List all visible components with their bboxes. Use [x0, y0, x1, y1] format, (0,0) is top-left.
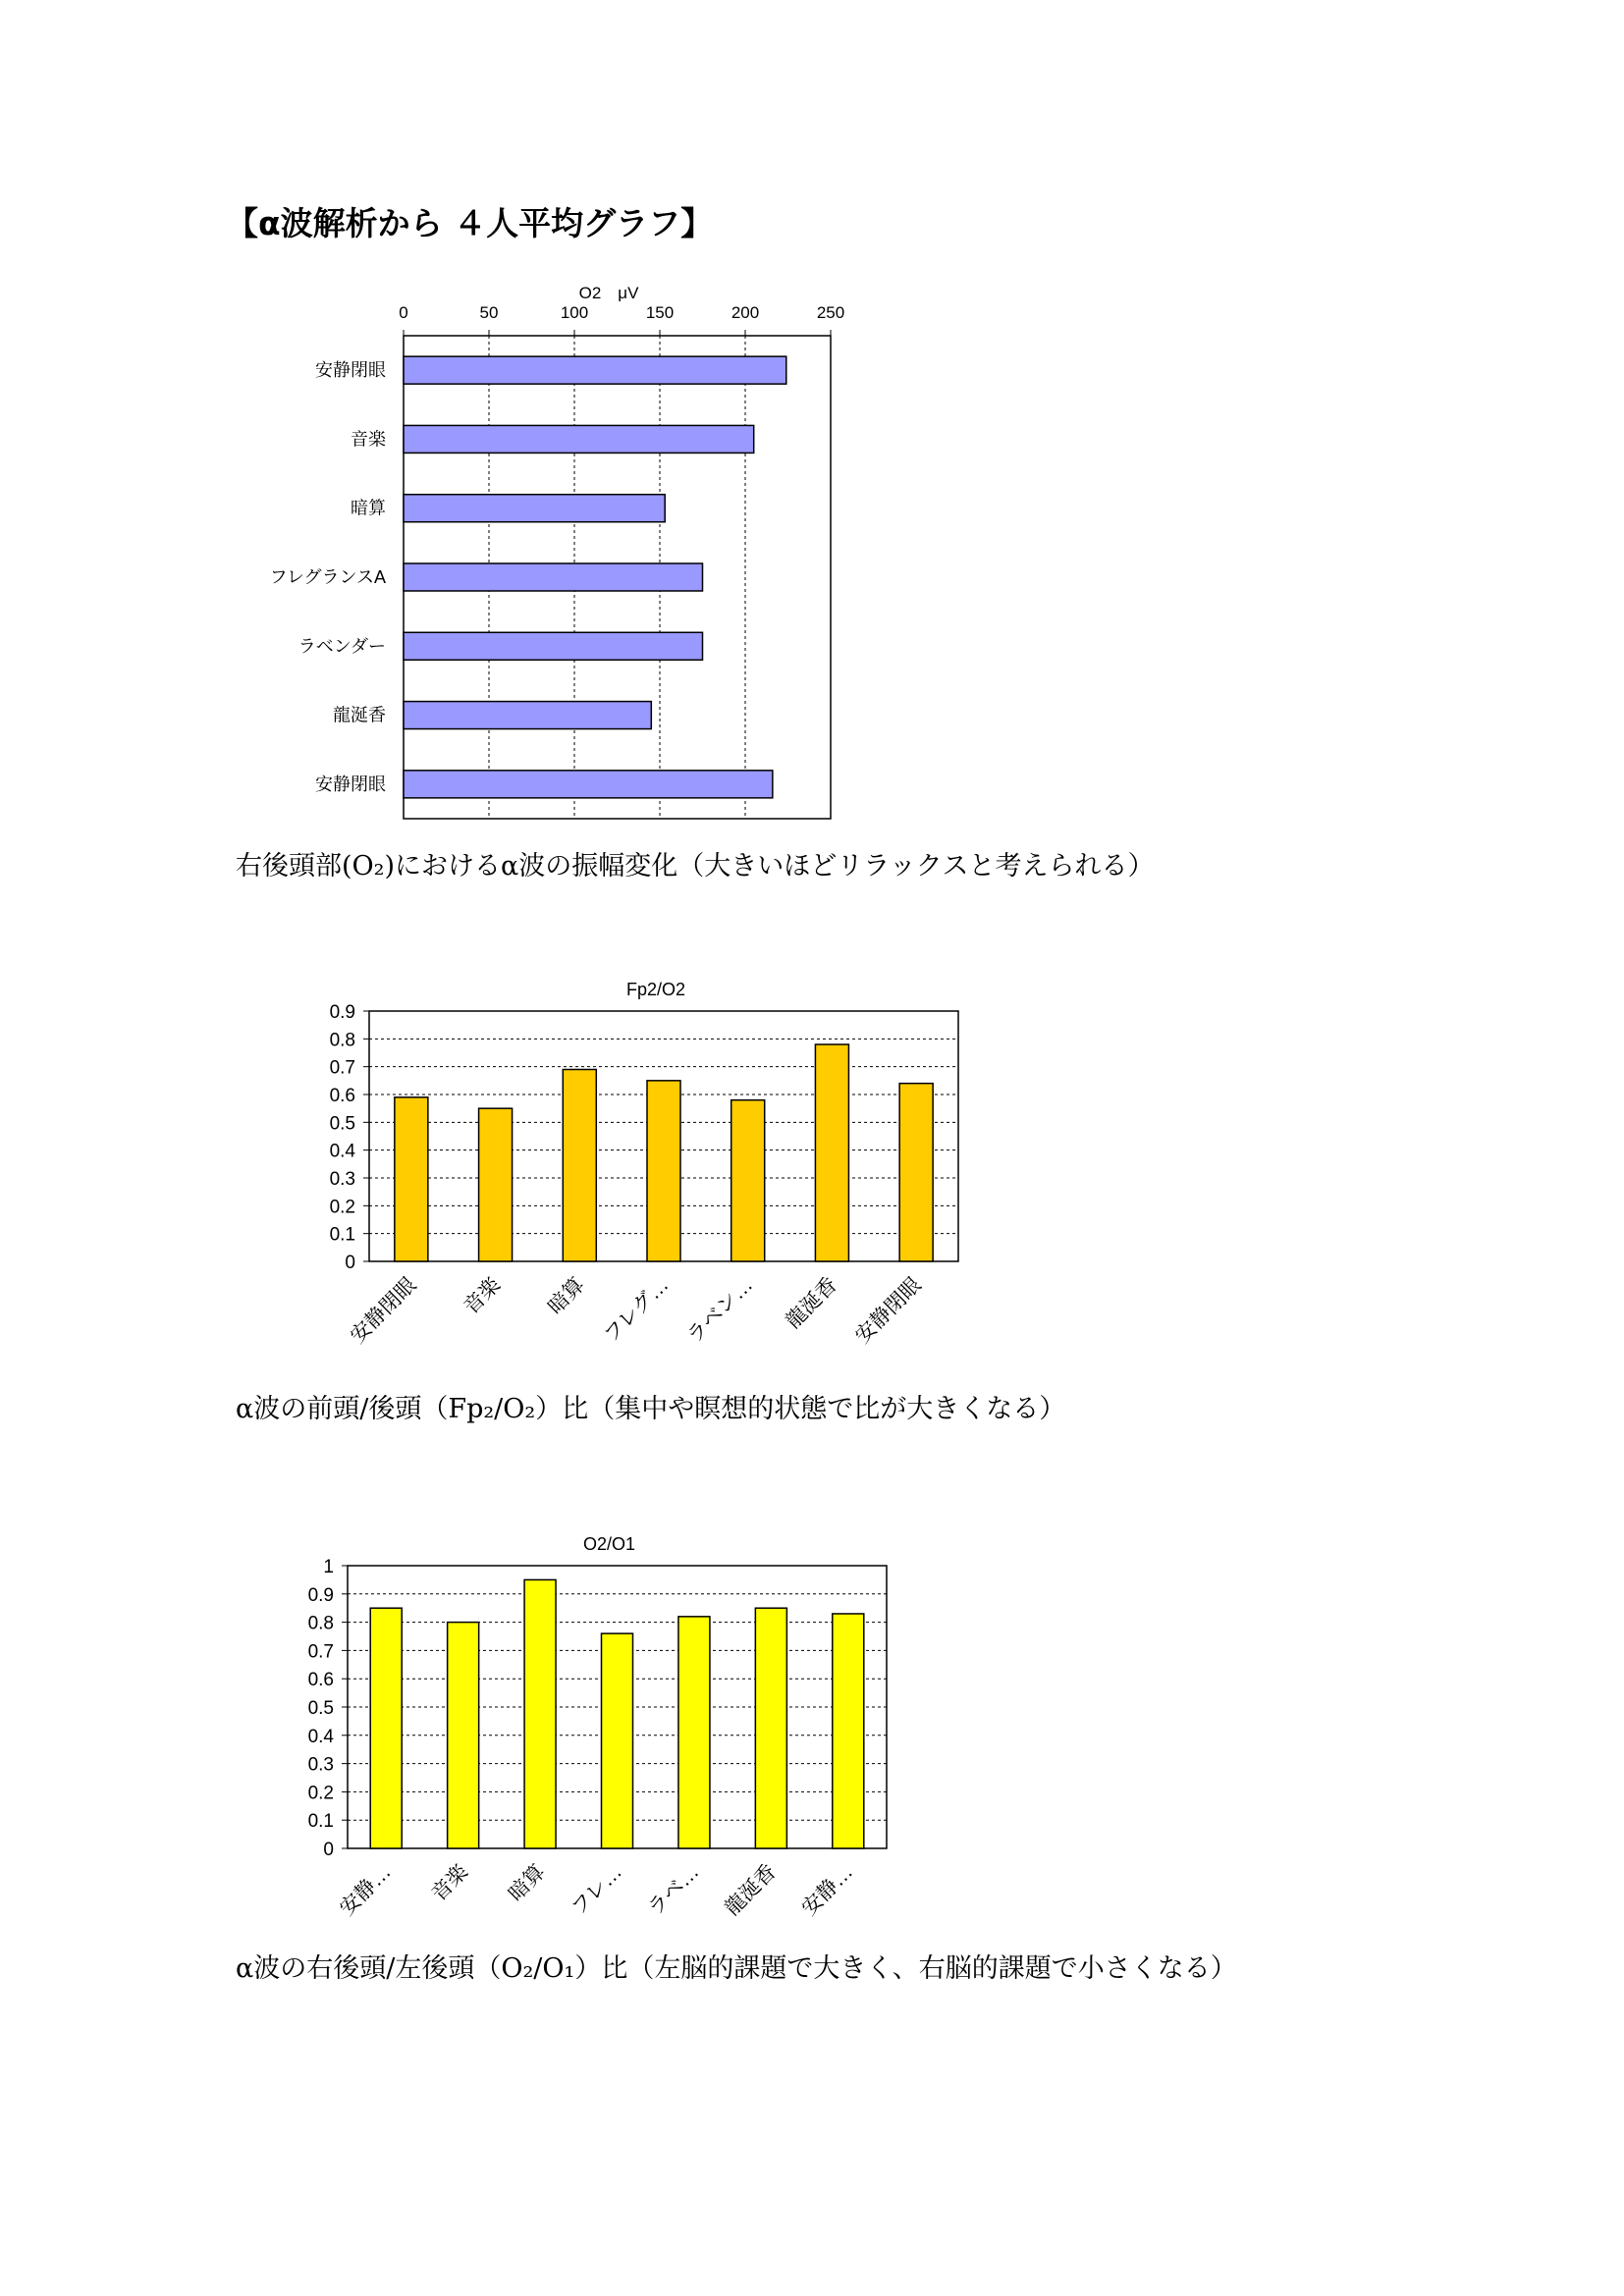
y-tick-label: 0.4 — [307, 1726, 334, 1747]
category-label: ラベンダー — [298, 636, 386, 657]
bar — [755, 1608, 786, 1848]
x-tick-label: 0 — [399, 303, 408, 322]
y-tick-label: 0.6 — [329, 1086, 355, 1106]
category-label: 安静閉眼 — [346, 1273, 421, 1348]
y-tick-label: 0.7 — [307, 1641, 334, 1663]
chart-title: O2 μV — [578, 284, 639, 302]
category-label: 音楽 — [460, 1273, 506, 1319]
y-tick-label: 1 — [323, 1557, 334, 1577]
chart-title: Fp2/O2 — [625, 980, 686, 999]
category-label: フレ… — [567, 1860, 627, 1920]
x-tick-label: 100 — [560, 303, 589, 322]
category-label: 龍涎香 — [721, 1860, 781, 1921]
y-tick-label: 0.9 — [307, 1584, 334, 1606]
category-label: 暗算 — [543, 1273, 589, 1319]
category-label: 暗算 — [351, 498, 386, 518]
bar — [833, 1614, 864, 1848]
x-tick-label: 200 — [731, 303, 760, 322]
y-tick-label: 0 — [323, 1840, 334, 1860]
category-label: フレグ… — [599, 1273, 674, 1348]
category-label: ラベ… — [643, 1860, 704, 1921]
y-tick-label: 0.1 — [329, 1224, 355, 1246]
bar — [678, 1617, 710, 1848]
y-tick-label: 0.3 — [329, 1169, 355, 1190]
category-label: 音楽 — [351, 429, 386, 450]
y-tick-label: 0.1 — [307, 1811, 334, 1833]
y-tick-label: 0.8 — [307, 1613, 334, 1634]
caption-o2-o1-ratio: α波の右後頭/左後頭（O₂/O₁）比（左脳的課題で大きく、右脳的課題で小さくなる） — [236, 1953, 1237, 1984]
bar — [370, 1608, 402, 1848]
y-tick-label: 0.2 — [307, 1783, 334, 1804]
category-label: 安静… — [335, 1860, 396, 1921]
y-tick-label: 0.9 — [329, 1002, 355, 1023]
category-label: 暗算 — [504, 1860, 550, 1906]
y-tick-label: 0.5 — [329, 1113, 355, 1135]
category-label: 安静閉眼 — [851, 1273, 926, 1348]
bar — [448, 1623, 479, 1848]
y-tick-label: 0 — [345, 1253, 355, 1273]
y-tick-label: 0.8 — [329, 1030, 355, 1051]
y-tick-label: 0.4 — [329, 1141, 355, 1162]
category-label: 安静閉眼 — [315, 774, 386, 794]
category-label: 音楽 — [427, 1860, 473, 1906]
category-label: 龍涎香 — [333, 705, 386, 725]
chart-title: O2/O1 — [582, 1534, 636, 1554]
x-tick-label: 150 — [645, 303, 675, 322]
caption-o2-amplitude: 右後頭部(O₂)におけるα波の振幅変化（大きいほどリラックスと考えられる） — [236, 851, 1155, 881]
y-tick-label: 0.5 — [307, 1698, 334, 1719]
y-tick-label: 0.3 — [307, 1754, 334, 1776]
y-tick-label: 0.2 — [329, 1197, 355, 1218]
bar — [602, 1633, 633, 1848]
category-label: 龍涎香 — [782, 1273, 841, 1334]
y-tick-label: 0.7 — [329, 1057, 355, 1079]
category-label: 安静閉眼 — [315, 360, 386, 381]
x-tick-label: 250 — [816, 303, 845, 322]
caption-fp2-o2-ratio: α波の前頭/後頭（Fp₂/O₂）比（集中や瞑想的状態で比が大きくなる） — [236, 1394, 1066, 1424]
category-label: ラベン… — [682, 1273, 758, 1348]
category-label: フレグランスA — [269, 567, 386, 587]
x-tick-label: 50 — [479, 303, 499, 322]
page-title: 【α波解析から ４人平均グラフ】 — [226, 204, 714, 242]
y-tick-label: 0.6 — [307, 1670, 334, 1691]
category-label: 安静… — [797, 1860, 858, 1921]
bar — [524, 1579, 556, 1848]
